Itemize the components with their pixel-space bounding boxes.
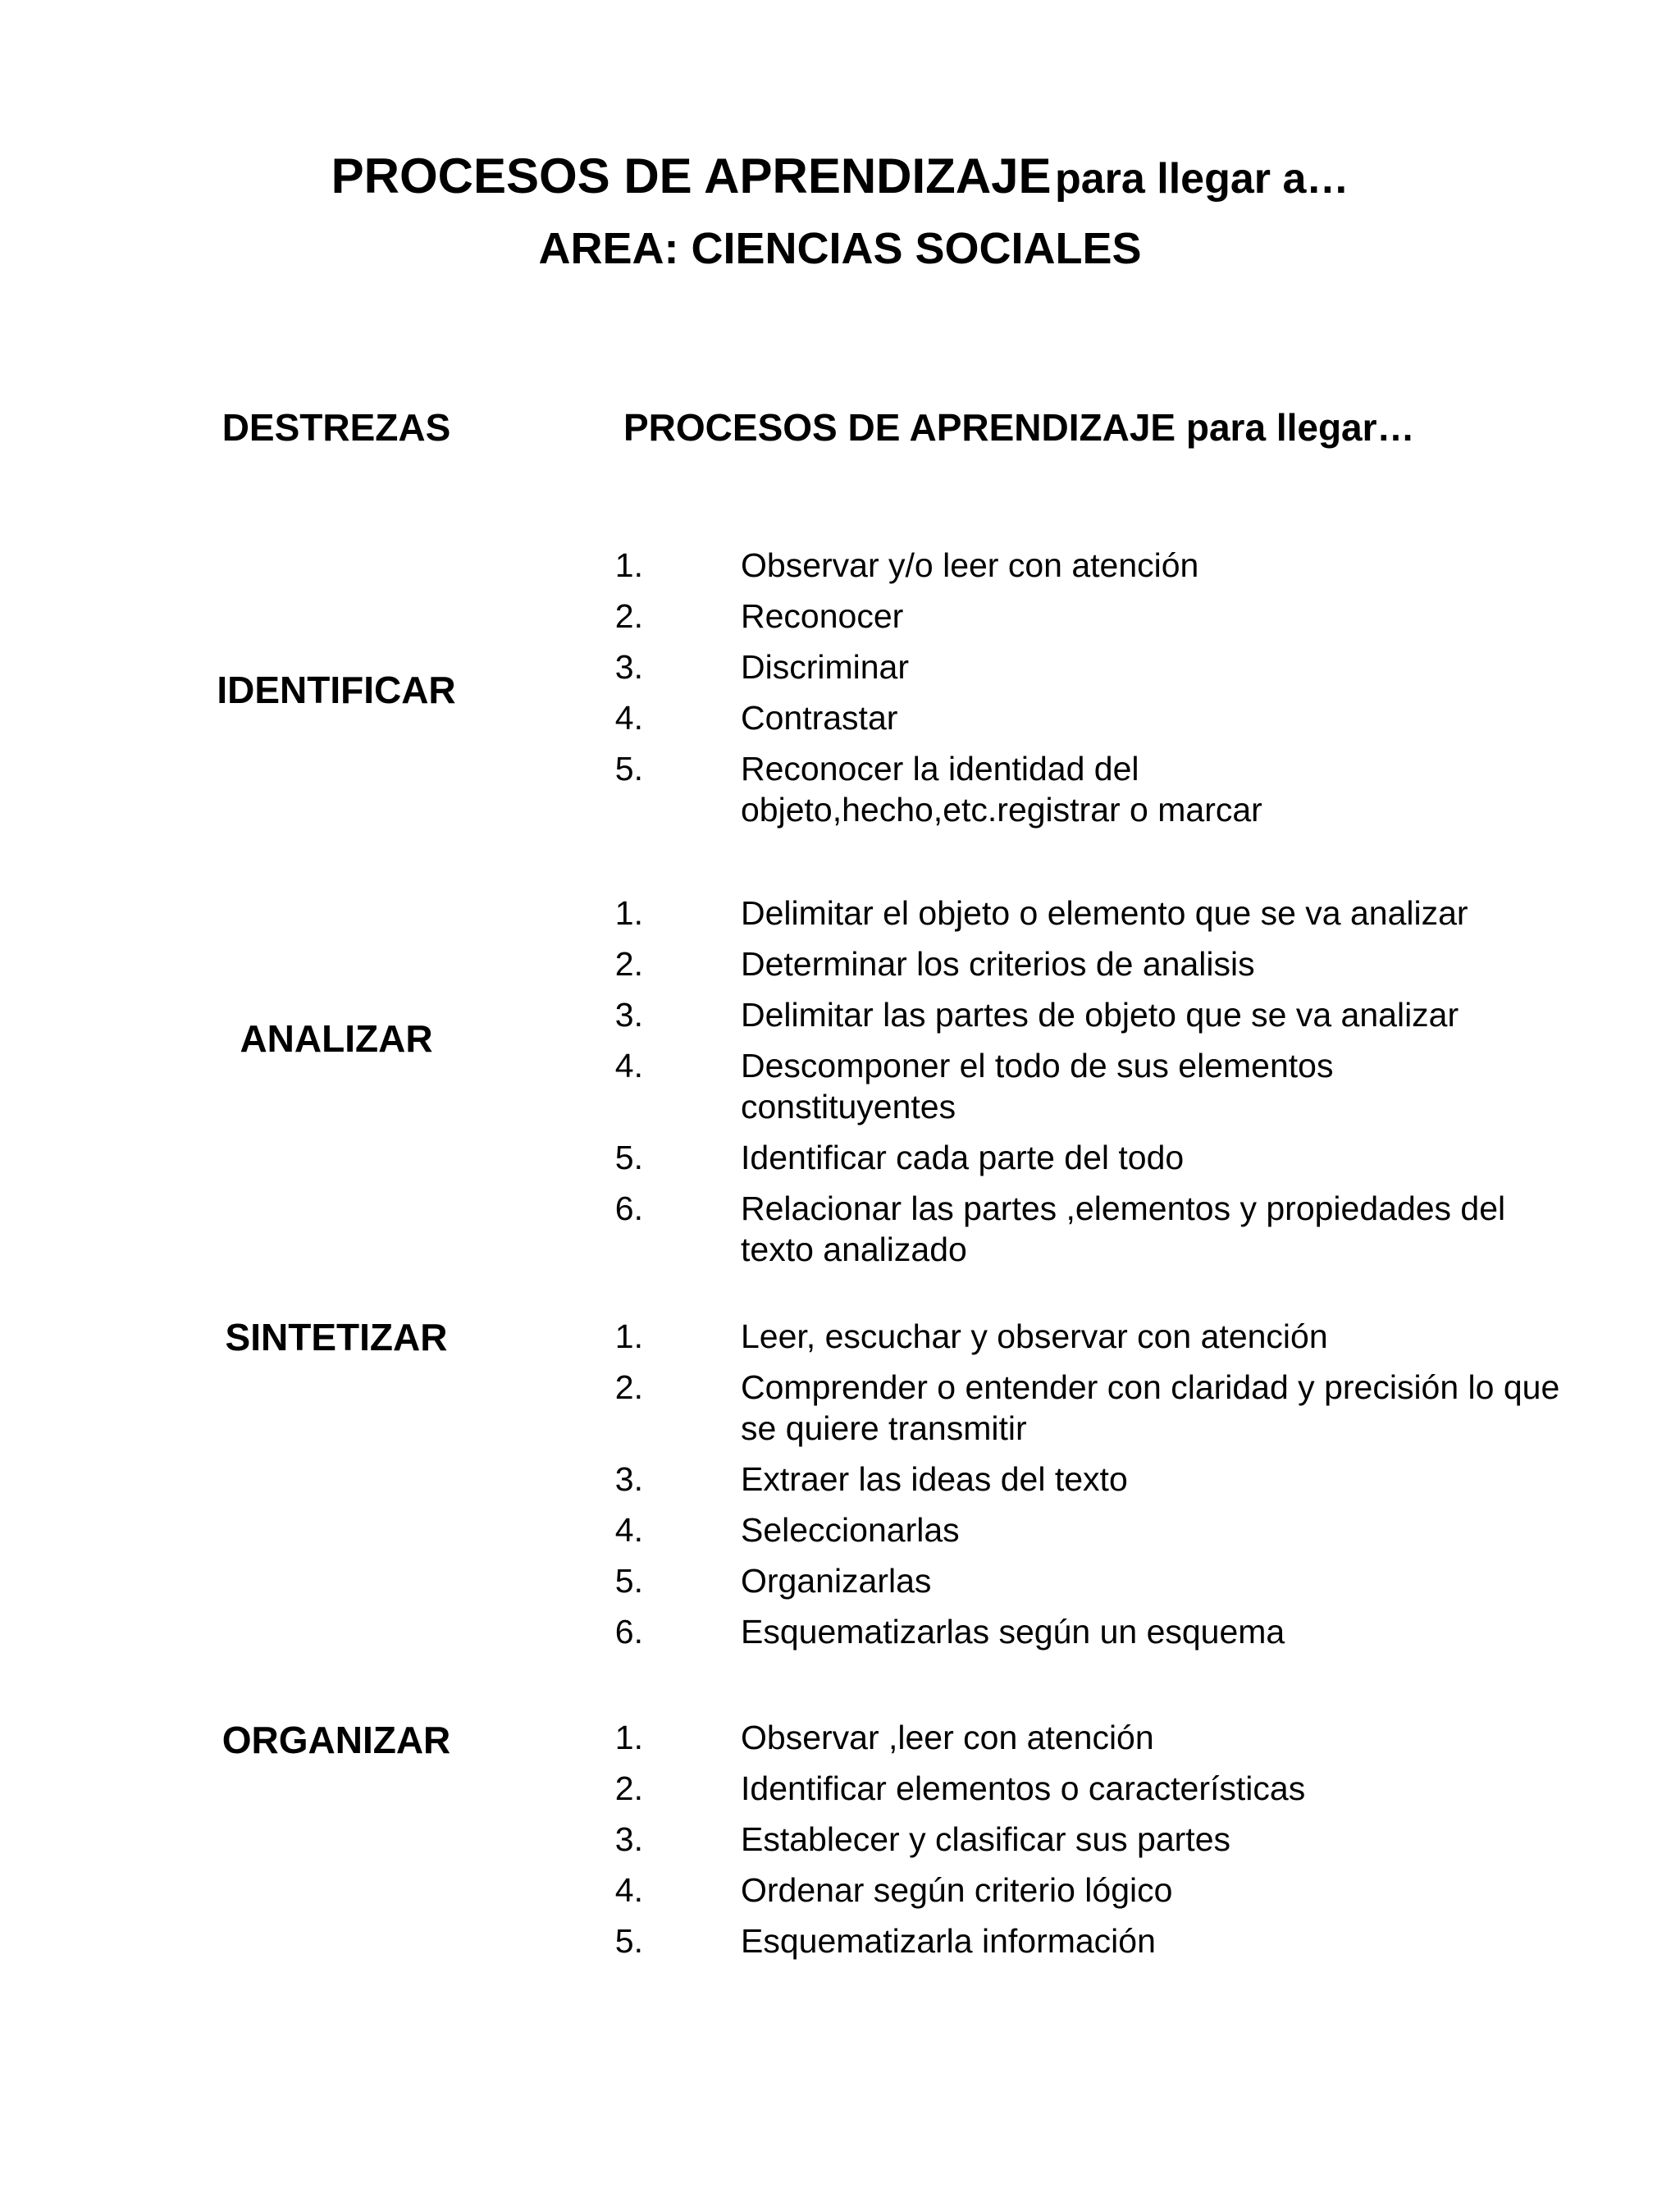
list-item [0,1819,1680,1860]
step-text: Descomponer el todo de sus elementos constituyentes [741,1047,1334,1126]
steps-list [0,893,1680,1280]
step-number: 1. [614,1719,643,1756]
step-text: Identificar cada parte del todo [741,1139,1185,1176]
step-number: 4. [614,1047,643,1084]
step-text: Delimitar las partes de objeto que se va analizar [741,996,1459,1034]
step-number: 6. [614,1189,643,1227]
list-item [0,994,1680,1035]
step-text: Discriminar [741,648,909,686]
list-item [0,1188,1680,1270]
steps-list [0,545,1680,840]
list-item [0,1560,1680,1601]
step-text: Seleccionarlas [741,1511,960,1549]
step-text: Observar ,leer con atención [741,1719,1154,1756]
page-title [0,139,1680,226]
skill-label: SINTETIZAR [225,1316,448,1358]
step-text: Esquematizarlas según un esquema [741,1613,1285,1651]
step-number: 4. [614,1871,643,1909]
step-text: Extraer las ideas del texto [741,1460,1128,1498]
skill-label: ORGANIZAR [221,1719,451,1761]
step-text: Leer, escuchar y observar con atención [741,1317,1328,1355]
step-number: 1. [614,546,643,584]
step-number: 3. [614,648,643,686]
list-item [0,1870,1680,1911]
list-item [0,1137,1680,1178]
step-number: 1. [614,1317,643,1355]
step-text: Reconocer [741,597,904,635]
step-text: Ordenar según criterio lógico [741,1871,1173,1909]
step-number: 4. [614,1511,643,1549]
step-number: 4. [614,699,643,737]
step-text: Reconocer la identidad del objeto,hecho,etc.registrar o marcar [741,750,1262,829]
list-item [0,1611,1680,1652]
step-number: 1. [614,894,643,932]
step-text: Delimitar el objeto o elemento que se va analizar [741,894,1468,932]
step-number: 5. [614,1139,643,1176]
step-text: Observar y/o leer con atención [741,546,1199,584]
list-item [0,1367,1680,1449]
title-main: PROCESOS DE APRENDIZAJE [331,148,1052,203]
step-text: Comprender o entender con claridad y precisión lo que se quiere transmitir [741,1368,1560,1447]
step-number: 6. [614,1613,643,1651]
page-subtitle: AREA: CIENCIAS SOCIALES [538,224,1142,273]
step-text: Determinar los criterios de analisis [741,945,1255,983]
list-item [0,1045,1680,1127]
step-number: 2. [614,597,643,635]
step-text: Esquematizarla información [741,1922,1156,1960]
step-number: 5. [614,750,643,788]
column-header-destrezas: DESTREZAS [221,406,451,449]
list-item [0,646,1680,687]
step-number: 3. [614,996,643,1034]
step-text: Relacionar las partes ,elementos y propiedades del texto analizado [741,1189,1506,1268]
list-item [0,1717,1680,1758]
list-item [0,1316,1680,1357]
title-suffix: para llegar a… [1055,155,1349,203]
step-text: Identificar elementos o características [741,1769,1306,1807]
list-item [0,893,1680,934]
step-number: 2. [614,945,643,983]
list-item [0,545,1680,586]
step-number: 3. [614,1460,643,1498]
list-item [0,943,1680,984]
list-item [0,1920,1680,1961]
step-number: 5. [614,1562,643,1600]
steps-list [0,1316,1680,1662]
list-item [0,1768,1680,1809]
step-text: Contrastar [741,699,898,737]
step-number: 3. [614,1820,643,1858]
skill-label: ANALIZAR [240,1017,433,1060]
step-number: 2. [614,1368,643,1406]
step-number: 2. [614,1769,643,1807]
list-item [0,1459,1680,1500]
column-header-procesos: PROCESOS DE APRENDIZAJE para llegar… [623,406,1415,449]
list-item [0,748,1680,830]
step-number: 5. [614,1922,643,1960]
list-item [0,596,1680,637]
list-item [0,1509,1680,1550]
skill-label: IDENTIFICAR [217,669,456,711]
list-item [0,697,1680,738]
steps-list [0,1717,1680,1971]
step-text: Establecer y clasificar sus partes [741,1820,1231,1858]
step-text: Organizarlas [741,1562,932,1600]
